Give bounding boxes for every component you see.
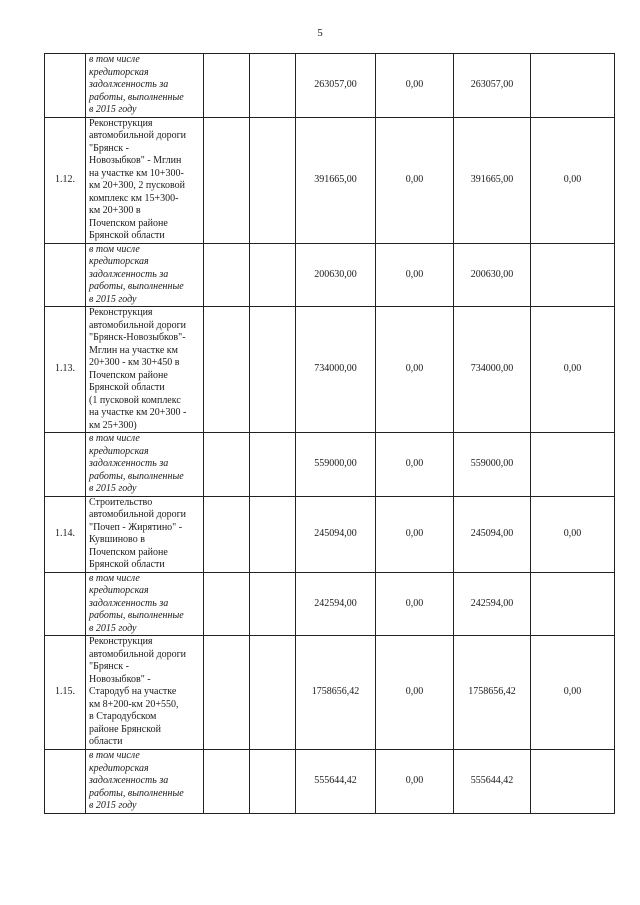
description-line: в 2015 году — [89, 104, 137, 115]
row-description — [86, 496, 204, 572]
description-line: работы, выполненные — [89, 281, 184, 292]
description-line: Кувшиново в — [89, 534, 145, 545]
description-line: автомобильной дороги — [89, 319, 187, 331]
description-line: Реконструкция — [89, 117, 153, 129]
description-line: на участке км 20+300 - — [89, 407, 187, 418]
cell-c6: 0,00 — [376, 433, 454, 497]
cell-c4 — [250, 433, 296, 497]
description-line: Стародуб на участке — [89, 686, 177, 698]
description-line: км 25+300) — [89, 419, 137, 431]
table-row — [45, 433, 615, 497]
description-line: кредиторская — [89, 256, 149, 267]
cell-c6: 0,00 — [376, 750, 454, 814]
cell-c6: 0,00 — [376, 636, 454, 750]
page-number: 5 — [317, 27, 323, 39]
description-line: кредиторская — [89, 445, 149, 457]
cell-c6: 0,00 — [376, 572, 454, 636]
row-number: 1.15. — [45, 636, 86, 750]
description-line: Новозыбков" - Мглин — [89, 155, 182, 166]
description-line: задолженность за — [89, 268, 169, 280]
cell-c6: 0,00 — [376, 243, 454, 307]
description-line: Реконструкция — [89, 636, 153, 648]
cell-c8 — [531, 433, 615, 497]
table-row — [45, 117, 615, 243]
cell-c4 — [250, 54, 296, 118]
cell-c3 — [204, 750, 250, 814]
table-row — [45, 307, 615, 433]
cell-c7: 555644,42 — [454, 750, 531, 814]
cell-c7: 263057,00 — [454, 54, 531, 118]
cell-c8 — [531, 54, 615, 118]
cell-c4 — [250, 572, 296, 636]
cell-c8: 0,00 — [531, 496, 615, 572]
cell-c6: 0,00 — [376, 496, 454, 572]
description-line: в 2015 году — [89, 293, 137, 305]
table-row — [45, 636, 615, 750]
table-row — [45, 750, 615, 814]
cell-c5: 200630,00 — [296, 243, 376, 307]
cell-c7: 200630,00 — [454, 243, 531, 307]
description-line: "Почеп - Жирятино" - — [89, 521, 183, 533]
cell-c7: 734000,00 — [454, 307, 531, 433]
description-line: в 2015 году — [89, 483, 137, 494]
description-line: задолженность за — [89, 79, 169, 90]
table-row — [45, 496, 615, 572]
description-line: 20+300 - км 30+450 в — [89, 357, 180, 368]
cell-c8: 0,00 — [531, 636, 615, 750]
description-line: задолженность за — [89, 775, 169, 786]
cell-c4 — [250, 117, 296, 243]
description-line: "Брянск-Новозыбков"- — [89, 332, 186, 343]
description-line: автомобильной дороги — [89, 509, 187, 520]
description-line: работы, выполненные — [89, 91, 184, 103]
description-line: в том числе — [89, 433, 140, 444]
description-line: км 20+300, 2 пусковой — [89, 180, 185, 191]
cell-c4 — [250, 243, 296, 307]
cell-c4 — [250, 307, 296, 433]
cell-c3 — [204, 636, 250, 750]
row-number: 1.14. — [45, 496, 86, 572]
row-description — [86, 54, 204, 118]
description-line: в 2015 году — [89, 622, 137, 634]
description-line: работы, выполненные — [89, 610, 184, 621]
row-number — [45, 750, 86, 814]
description-line: Мглин на участке км — [89, 344, 178, 356]
cell-c3 — [204, 117, 250, 243]
row-number: 1.13. — [45, 307, 86, 433]
description-line: районе Брянской — [89, 723, 161, 735]
cell-c5: 242594,00 — [296, 572, 376, 636]
description-line: Почепском районе — [89, 217, 168, 229]
description-line: Брянской области — [89, 382, 165, 393]
cell-c5: 734000,00 — [296, 307, 376, 433]
row-description — [86, 636, 204, 750]
description-line: в том числе — [89, 572, 140, 584]
row-description — [86, 433, 204, 497]
description-line: автомобильной дороги — [89, 648, 187, 660]
description-line: автомобильной дороги — [89, 130, 187, 141]
description-line: км 20+300 в — [89, 205, 141, 216]
cell-c7: 242594,00 — [454, 572, 531, 636]
row-number — [45, 54, 86, 118]
description-line: комплекс км 15+300- — [89, 192, 179, 204]
cell-c5: 391665,00 — [296, 117, 376, 243]
cell-c8 — [531, 750, 615, 814]
cell-c5: 245094,00 — [296, 496, 376, 572]
description-line: кредиторская — [89, 762, 149, 774]
table-row — [45, 243, 615, 307]
cell-c4 — [250, 496, 296, 572]
cell-c8: 0,00 — [531, 117, 615, 243]
cell-c3 — [204, 496, 250, 572]
cell-c3 — [204, 572, 250, 636]
description-line: в Стародубском — [89, 711, 157, 723]
cell-c5: 559000,00 — [296, 433, 376, 497]
budget-table — [44, 53, 615, 814]
cell-c8 — [531, 243, 615, 307]
cell-c3 — [204, 433, 250, 497]
description-line: в том числе — [89, 243, 140, 255]
cell-c6: 0,00 — [376, 117, 454, 243]
description-line: задолженность за — [89, 458, 169, 469]
table-row — [45, 54, 615, 118]
description-line: задолженность за — [89, 597, 169, 609]
cell-c3 — [204, 243, 250, 307]
cell-c6: 0,00 — [376, 54, 454, 118]
description-line: в том числе — [89, 54, 140, 65]
table-row — [45, 572, 615, 636]
row-number — [45, 433, 86, 497]
row-description — [86, 243, 204, 307]
cell-c3 — [204, 54, 250, 118]
description-line: в том числе — [89, 750, 140, 761]
description-line: в 2015 году — [89, 800, 137, 811]
cell-c8 — [531, 572, 615, 636]
cell-c7: 245094,00 — [454, 496, 531, 572]
description-line: Брянской области — [89, 559, 165, 570]
description-line: работы, выполненные — [89, 470, 184, 482]
description-line: Новозыбков" - — [89, 673, 151, 685]
cell-c5: 263057,00 — [296, 54, 376, 118]
cell-c6: 0,00 — [376, 307, 454, 433]
description-line: Почепском районе — [89, 369, 168, 381]
description-line: работы, выполненные — [89, 787, 184, 799]
row-number: 1.12. — [45, 117, 86, 243]
row-number — [45, 243, 86, 307]
description-line: Строительство — [89, 496, 153, 508]
description-line: кредиторская — [89, 66, 149, 78]
cell-c7: 559000,00 — [454, 433, 531, 497]
description-line: Почепском районе — [89, 546, 168, 558]
row-description — [86, 307, 204, 433]
cell-c3 — [204, 307, 250, 433]
cell-c4 — [250, 750, 296, 814]
cell-c7: 1758656,42 — [454, 636, 531, 750]
description-line: (1 пусковой комплекс — [89, 394, 181, 406]
description-line: на участке км 10+300- — [89, 167, 184, 179]
description-line: Брянской области — [89, 230, 165, 241]
cell-c5: 1758656,42 — [296, 636, 376, 750]
cell-c8: 0,00 — [531, 307, 615, 433]
cell-c7: 391665,00 — [454, 117, 531, 243]
description-line: Реконструкция — [89, 307, 153, 318]
description-line: "Брянск - — [89, 661, 129, 673]
description-line: кредиторская — [89, 585, 149, 596]
description-line: км 8+200-км 20+550, — [89, 698, 179, 710]
description-line: области — [89, 736, 123, 748]
cell-c5: 555644,42 — [296, 750, 376, 814]
row-description — [86, 117, 204, 243]
row-description — [86, 750, 204, 814]
row-number — [45, 572, 86, 636]
description-line: "Брянск - — [89, 142, 129, 154]
row-description — [86, 572, 204, 636]
cell-c4 — [250, 636, 296, 750]
